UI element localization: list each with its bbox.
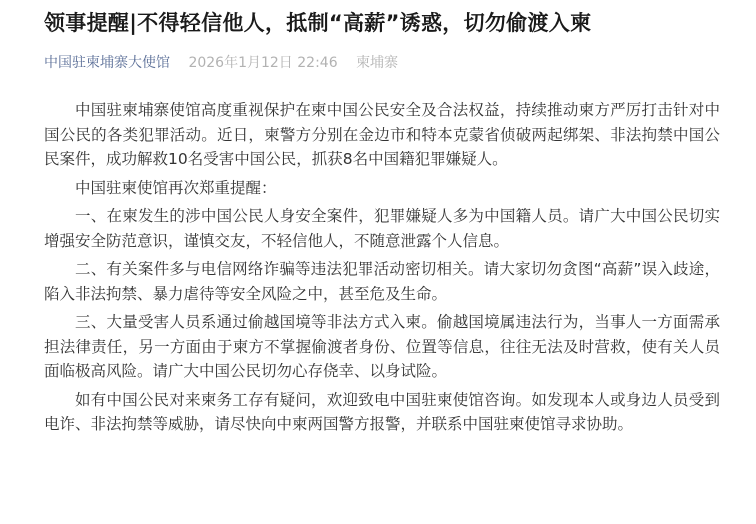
paragraph-contact: 如有中国公民对来柬务工存有疑问，欢迎致电中国驻柬使馆咨询。如发现本人或身边人员受到电诈、非法拘禁等威胁，请尽快向中柬两国警方报警，并联系中国驻柬使馆寻求协助。 bbox=[44, 390, 720, 433]
paragraph-point-one: 一、在柬发生的涉中国公民人身安全案件，犯罪嫌疑人多为中国籍人员。请广大中国公民切实增强安全防范意识，谨慎交友，不轻信他人，不随意泄露个人信息。 bbox=[44, 207, 720, 250]
publish-location: 柬埔寨 bbox=[356, 55, 399, 71]
paragraph-reminder-lead: 中国驻柬使馆再次郑重提醒： bbox=[75, 178, 277, 197]
article-body bbox=[44, 98, 720, 437]
article-title: 领事提醒|不得轻信他人，抵制“高薪”诱惑，切勿偷渡入柬 bbox=[44, 11, 592, 35]
paragraph-intro: 中国驻柬埔寨使馆高度重视保护在柬中国公民安全及合法权益，持续推动柬方严厉打击针对中国公民的各类犯罪活动。近日，柬警方分别在金边市和特本克蒙省侦破两起绑架、非法拘禁中国公民案件，成功解救10名受害中国公民，抓获8名中国籍犯罪嫌疑人。 bbox=[44, 101, 720, 168]
paragraph-point-three: 三、大量受害人员系通过偷越国境等非法方式入柬。偷越国境属违法行为，当事人一方面需承担法律责任，另一方面由于柬方不掌握偷渡者身份、位置等信息，往往无法及时营救，使有关人员面临极高风险。请广大中国公民切勿心存侥幸、以身试险。 bbox=[44, 313, 720, 380]
source-account-link[interactable]: 中国驻柬埔寨大使馆 bbox=[44, 55, 170, 71]
publish-time: 2026年1月12日 22:46 bbox=[188, 55, 338, 71]
article-meta bbox=[44, 52, 716, 74]
paragraph-point-two: 二、有关案件多与电信网络诈骗等违法犯罪活动密切相关。请大家切勿贪图“高薪”误入歧途，陷入非法拘禁、暴力虐待等安全风险之中，甚至危及生命。 bbox=[44, 260, 720, 303]
